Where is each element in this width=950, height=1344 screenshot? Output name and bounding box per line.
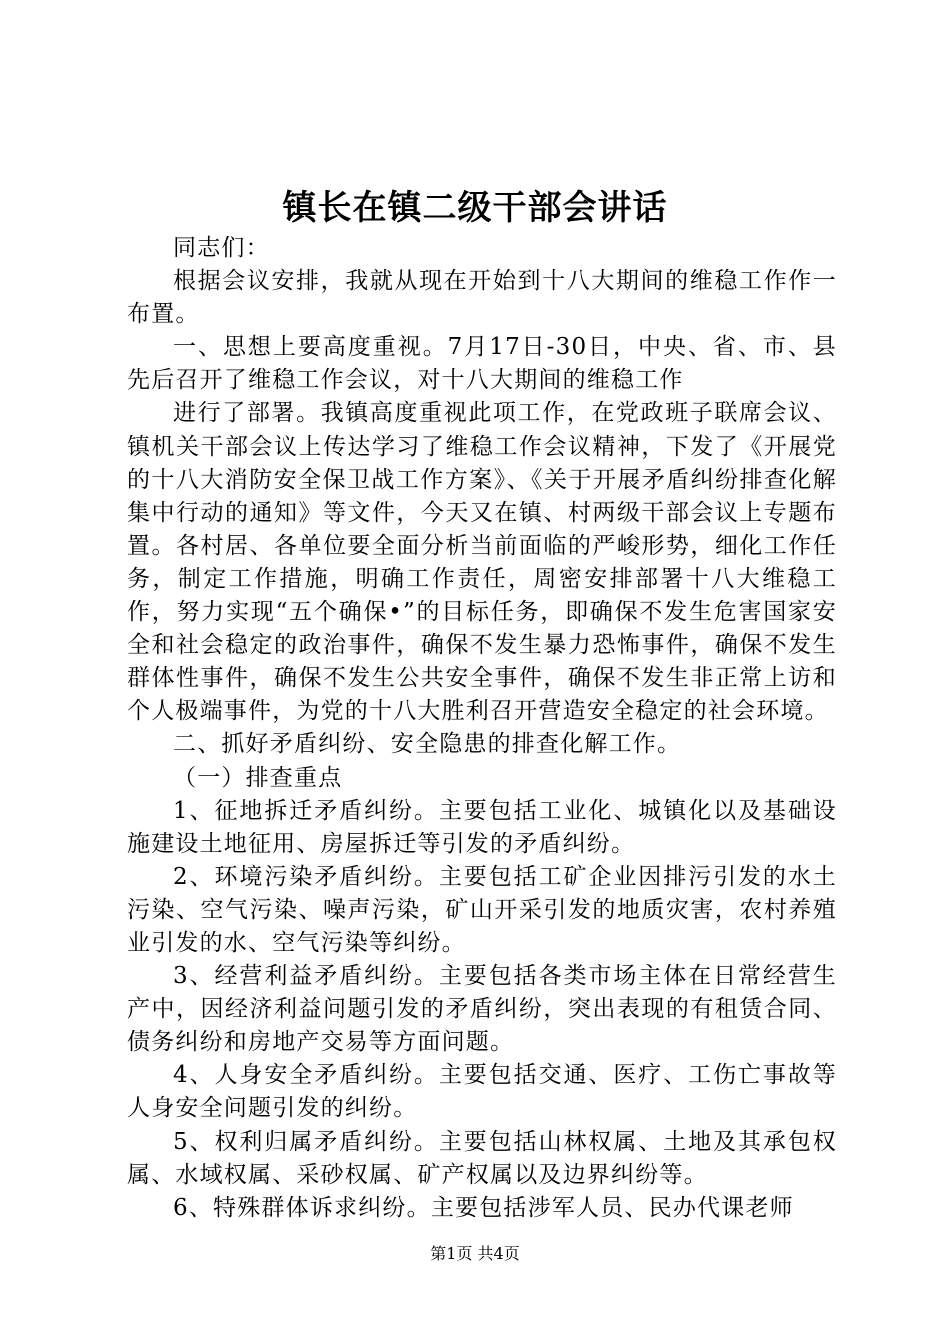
paragraph: 同志们： [173,235,270,261]
paragraph: 1、征地拆迁矛盾纠纷。主要包括工业化、城镇化以及基础设施建设土地征用、房屋拆迁等引发的矛盾纠纷。 [127,797,837,857]
paragraph: 进行了部署。我镇高度重视此项工作，在党政班子联席会议、镇机关干部会议上传达学习了维稳工作会议精神，下发了《开展党的十八大消防安全保卫战工作方案》、《关于开展矛盾纠纷排查化解集中行动的通知》等文件，今天又在镇、村两级干部会议上专题布置。各村居、各单位要全面分析当前面临的严峻形势，细化工作任务，制定工作措施，明确工作责任，周密安排部署十八大维稳工作，努力实现“五个确保•”的目标任务，即确保不发生危害国家安全和社会稳定的政治事件，确保不发生暴力恐怖事件，确保不发生群体性事件，确保不发生公共安全事件，确保不发生非正常上访和个人极端事件，为党的十八大胜利召开营造安全稳定的社会环境。 [127,400,837,725]
paragraph: 根据会议安排，我就从现在开始到十八大期间的维稳工作作一布置。 [127,268,837,328]
document-title: 镇长在镇二级干部会讲话 [282,188,668,228]
paragraph: 3、经营利益矛盾纠纷。主要包括各类市场主体在日常经营生产中，因经济利益问题引发的矛盾纠纷，突出表现的有租赁合同、债务纠纷和房地产交易等方面问题。 [127,963,837,1056]
paragraph: （一）排查重点 [173,764,343,791]
paragraph: 2、环境污染矛盾纠纷。主要包括工矿企业因排污引发的水土污染、空气污染、噪声污染，矿山开采引发的地质灾害，农村养殖业引发的水、空气污染等纠纷。 [127,863,837,956]
document-body [127,232,837,1225]
page-footer: 第1页 共4页 [430,1244,520,1263]
paragraph: 一、思想上要高度重视。7月17日-30日，中央、省、市、县先后召开了维稳工作会议，对十八大期间的维稳工作 [127,334,837,394]
paragraph: 6、特殊群体诉求纠纷。主要包括涉军人员、民办代课老师 [173,1194,794,1221]
paragraph: 二、抓好矛盾纠纷、安全隐患的排查化解工作。 [173,731,682,758]
paragraph: 5、权利归属矛盾纠纷。主要包括山林权属、土地及其承包权属、水域权属、采砂权属、矿产权属以及边界纠纷等。 [127,1128,837,1188]
paragraph: 4、人身安全矛盾纠纷。主要包括交通、医疗、工伤亡事故等人身安全问题引发的纠纷。 [127,1062,837,1122]
